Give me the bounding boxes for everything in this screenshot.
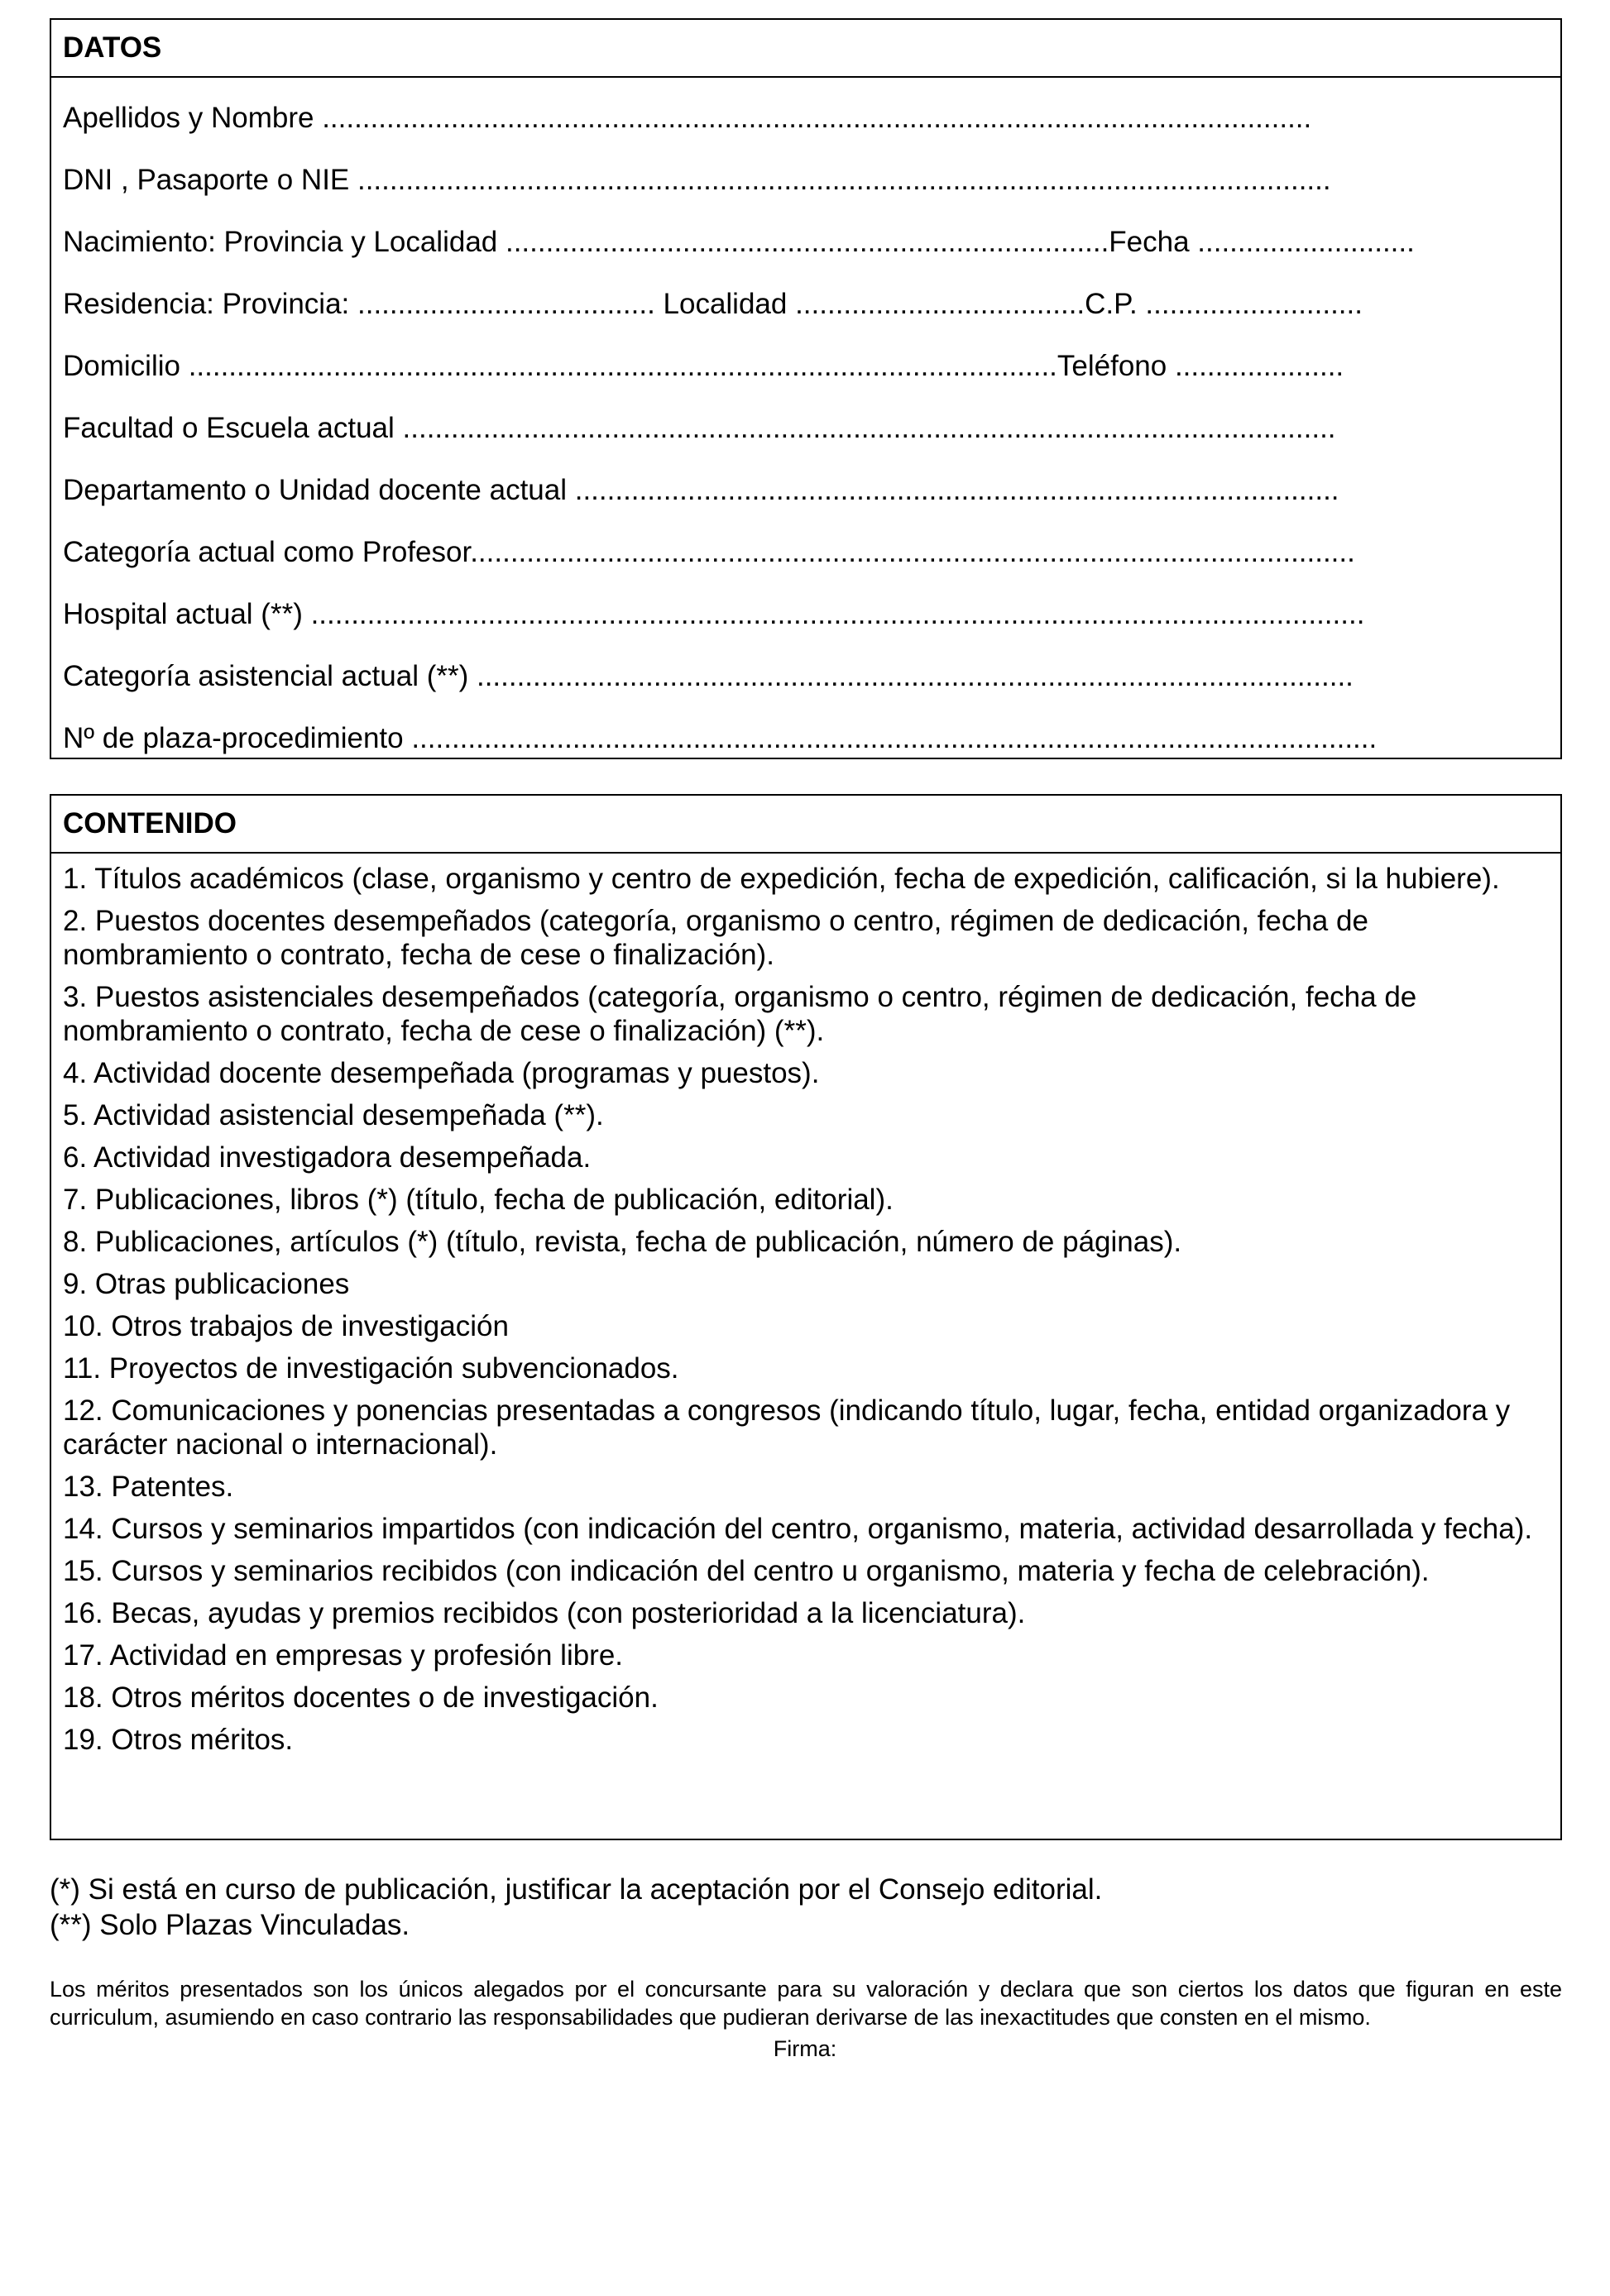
list-item: 9. Otras publicaciones bbox=[63, 1268, 350, 1300]
field-plaza-procedimiento[interactable]: Nº de plaza-procedimiento ........................................................................................................................ bbox=[63, 721, 1378, 754]
list-item: 2. Puestos docentes desempeñados (categoría, organismo o centro, régimen de dedicación, fecha de nombramiento o contrato, fecha de cese o finalización). bbox=[63, 905, 1368, 971]
list-item: 5. Actividad asistencial desempeñada (**). bbox=[63, 1099, 604, 1131]
field-residencia[interactable]: Residencia: Provincia: ..................................... Localidad ....................................C.P. ........................... bbox=[63, 287, 1363, 320]
list-item: 17. Actividad en empresas y profesión libre. bbox=[63, 1639, 624, 1672]
field-apellidos-nombre[interactable]: Apellidos y Nombre ........................................................................................................................... bbox=[63, 101, 1312, 134]
field-departamento[interactable]: Departamento o Unidad docente actual ............................................................................................... bbox=[63, 473, 1339, 506]
contenido-list bbox=[51, 854, 1560, 1757]
footnote-plazas-vinculadas: (**) Solo Plazas Vinculadas. bbox=[50, 1909, 410, 1941]
contenido-section bbox=[50, 794, 1562, 1840]
list-item: 10. Otros trabajos de investigación bbox=[63, 1310, 509, 1342]
contenido-title: CONTENIDO bbox=[51, 796, 1560, 854]
field-categoria-profesor[interactable]: Categoría actual como Profesor.............................................................................................................. bbox=[63, 535, 1355, 568]
list-item: 13. Patentes. bbox=[63, 1471, 234, 1503]
footnotes bbox=[50, 1872, 1562, 1943]
list-item: 15. Cursos y seminarios recibidos (con indicación del centro u organismo, materia y fecha de celebración). bbox=[63, 1555, 1430, 1587]
list-item: 16. Becas, ayudas y premios recibidos (con posterioridad a la licenciatura). bbox=[63, 1597, 1026, 1629]
datos-section bbox=[50, 18, 1562, 759]
list-item: 8. Publicaciones, artículos (*) (título, revista, fecha de publicación, número de páginas). bbox=[63, 1226, 1182, 1258]
list-item: 12. Comunicaciones y ponencias presentadas a congresos (indicando título, lugar, fecha, entidad organizadora y carácter nacional o internacional). bbox=[63, 1394, 1511, 1461]
field-hospital[interactable]: Hospital actual (**) ................................................................................................................................... bbox=[63, 597, 1365, 630]
field-dni-pasaporte-nie[interactable]: DNI , Pasaporte o NIE ......................................................................................................................... bbox=[63, 163, 1331, 196]
list-item: 19. Otros méritos. bbox=[63, 1724, 294, 1756]
field-facultad-escuela[interactable]: Facultad o Escuela actual .................................................................................................................... bbox=[63, 411, 1336, 444]
list-item: 6. Actividad investigadora desempeñada. bbox=[63, 1141, 592, 1174]
list-item: 14. Cursos y seminarios impartidos (con indicación del centro, organismo, materia, actividad desarrollada y fecha). bbox=[63, 1513, 1533, 1545]
list-item: 11. Proyectos de investigación subvencionados. bbox=[63, 1352, 679, 1385]
datos-field-list bbox=[51, 87, 1560, 769]
declaration-text: Los méritos presentados son los únicos alegados por el concursante para su valoración y declara que son ciertos los datos que figuran en este curriculum, asumiendo en caso contrario las responsabilidades que pudieran derivarse de las inexactitudes que consten en el mismo. bbox=[50, 1977, 1562, 2030]
list-item: 4. Actividad docente desempeñada (programas y puestos). bbox=[63, 1057, 820, 1089]
list-item: 3. Puestos asistenciales desempeñados (categoría, organismo o centro, régimen de dedicación, fecha de nombramiento o contrato, fecha de cese o finalización) (**). bbox=[63, 981, 1417, 1047]
list-item: 7. Publicaciones, libros (*) (título, fecha de publicación, editorial). bbox=[63, 1184, 894, 1216]
footnote-publicacion: (*) Si está en curso de publicación, justificar la aceptación por el Consejo editorial. bbox=[50, 1873, 1103, 1906]
list-item: 1. Títulos académicos (clase, organismo y centro de expedición, fecha de expedición, calificación, si la hubiere). bbox=[63, 863, 1500, 895]
list-item: 18. Otros méritos docentes o de investigación. bbox=[63, 1681, 659, 1714]
field-domicilio[interactable]: Domicilio ............................................................................................................Teléfono ..................... bbox=[63, 349, 1344, 382]
datos-title: DATOS bbox=[51, 20, 1560, 78]
field-nacimiento[interactable]: Nacimiento: Provincia y Localidad ...........................................................................Fecha ........................... bbox=[63, 225, 1415, 258]
signature-label: Firma: bbox=[773, 2036, 837, 2061]
field-categoria-asistencial[interactable]: Categoría asistencial actual (**) ............................................................................................................. bbox=[63, 659, 1354, 692]
